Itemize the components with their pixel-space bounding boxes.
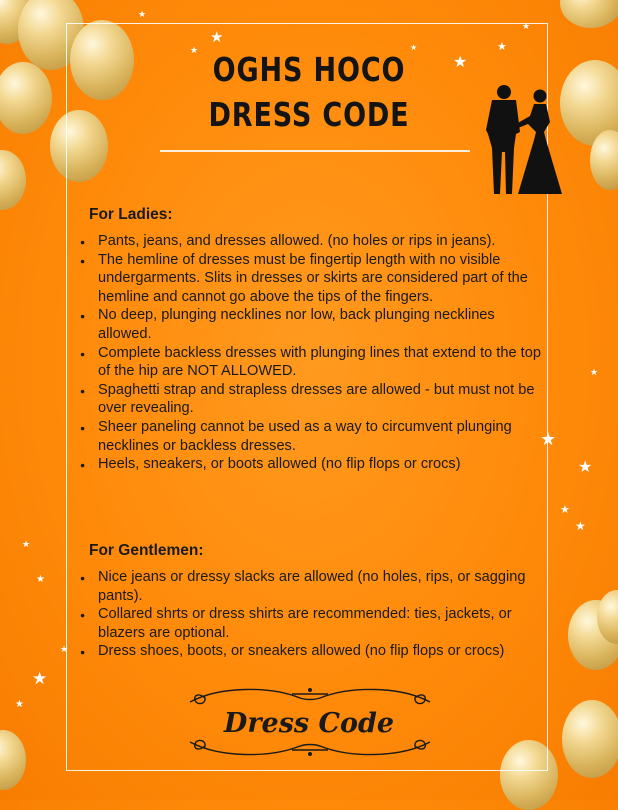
star-icon: ★: [210, 29, 224, 46]
list-item: ● Complete backless dresses with plunging lines that extend to the top of the hip are NOT ALLOWED.: [80, 344, 550, 381]
page-title: OGHS HOCO: [212, 50, 406, 89]
ladies-heading: For Ladies:: [89, 206, 173, 223]
gentlemen-heading: For Gentlemen:: [89, 542, 204, 559]
list-item: ● No deep, plunging necklines nor low, back plunging necklines allowed.: [80, 306, 550, 343]
star-icon: ★: [36, 574, 45, 585]
balloon-icon: [590, 130, 618, 190]
star-icon: ★: [575, 519, 586, 533]
star-icon: ★: [60, 644, 69, 654]
star-icon: ★: [540, 429, 557, 449]
title-divider: [160, 150, 470, 152]
star-icon: ★: [560, 504, 570, 516]
star-icon: ★: [497, 41, 507, 53]
star-icon: ★: [138, 9, 147, 19]
star-icon: ★: [522, 21, 531, 31]
dress-code-signature: Dress Code: [223, 708, 395, 739]
list-item: ● Dress shoes, boots, or sneakers allowed (no flip flops or crocs): [80, 642, 526, 661]
balloon-icon: [0, 150, 26, 210]
star-icon: ★: [578, 459, 593, 476]
list-item: ● Spaghetti strap and strapless dresses are allowed - but must not be over revealing.: [80, 381, 550, 418]
list-item: ● Nice jeans or dressy slacks are allowed (no holes, rips, or sagging pants).: [80, 568, 526, 605]
star-icon: ★: [15, 699, 24, 710]
balloon-icon: [0, 62, 52, 134]
star-icon: ★: [590, 367, 599, 377]
star-icon: ★: [22, 539, 31, 549]
list-item: ● The hemline of dresses must be fingertip length with no visible undergarments. Slits in dresses or skirts are considered part of the hemline and cannot go above the tips of the fingers.: [80, 251, 550, 307]
star-icon: ★: [190, 45, 199, 55]
balloon-icon: [0, 730, 26, 790]
star-icon: ★: [453, 54, 468, 71]
list-item: ● Heels, sneakers, or boots allowed (no flip flops or crocs): [80, 455, 550, 474]
ladies-list: [80, 232, 550, 474]
balloon-icon: [560, 0, 618, 28]
page-subtitle: DRESS CODE: [208, 95, 410, 134]
list-item: ● Collared shrts or dress shirts are recommended: ties, jackets, or blazers are optional.: [80, 605, 526, 642]
gentlemen-list: [80, 568, 526, 661]
star-icon: ★: [410, 43, 418, 52]
star-icon: ★: [32, 669, 48, 688]
couple-silhouette-icon: [478, 82, 588, 200]
list-item: ● Pants, jeans, and dresses allowed. (no holes or rips in jeans).: [80, 232, 550, 251]
list-item: ● Sheer paneling cannot be used as a way to circumvent plunging necklines or backless dresses.: [80, 418, 550, 455]
